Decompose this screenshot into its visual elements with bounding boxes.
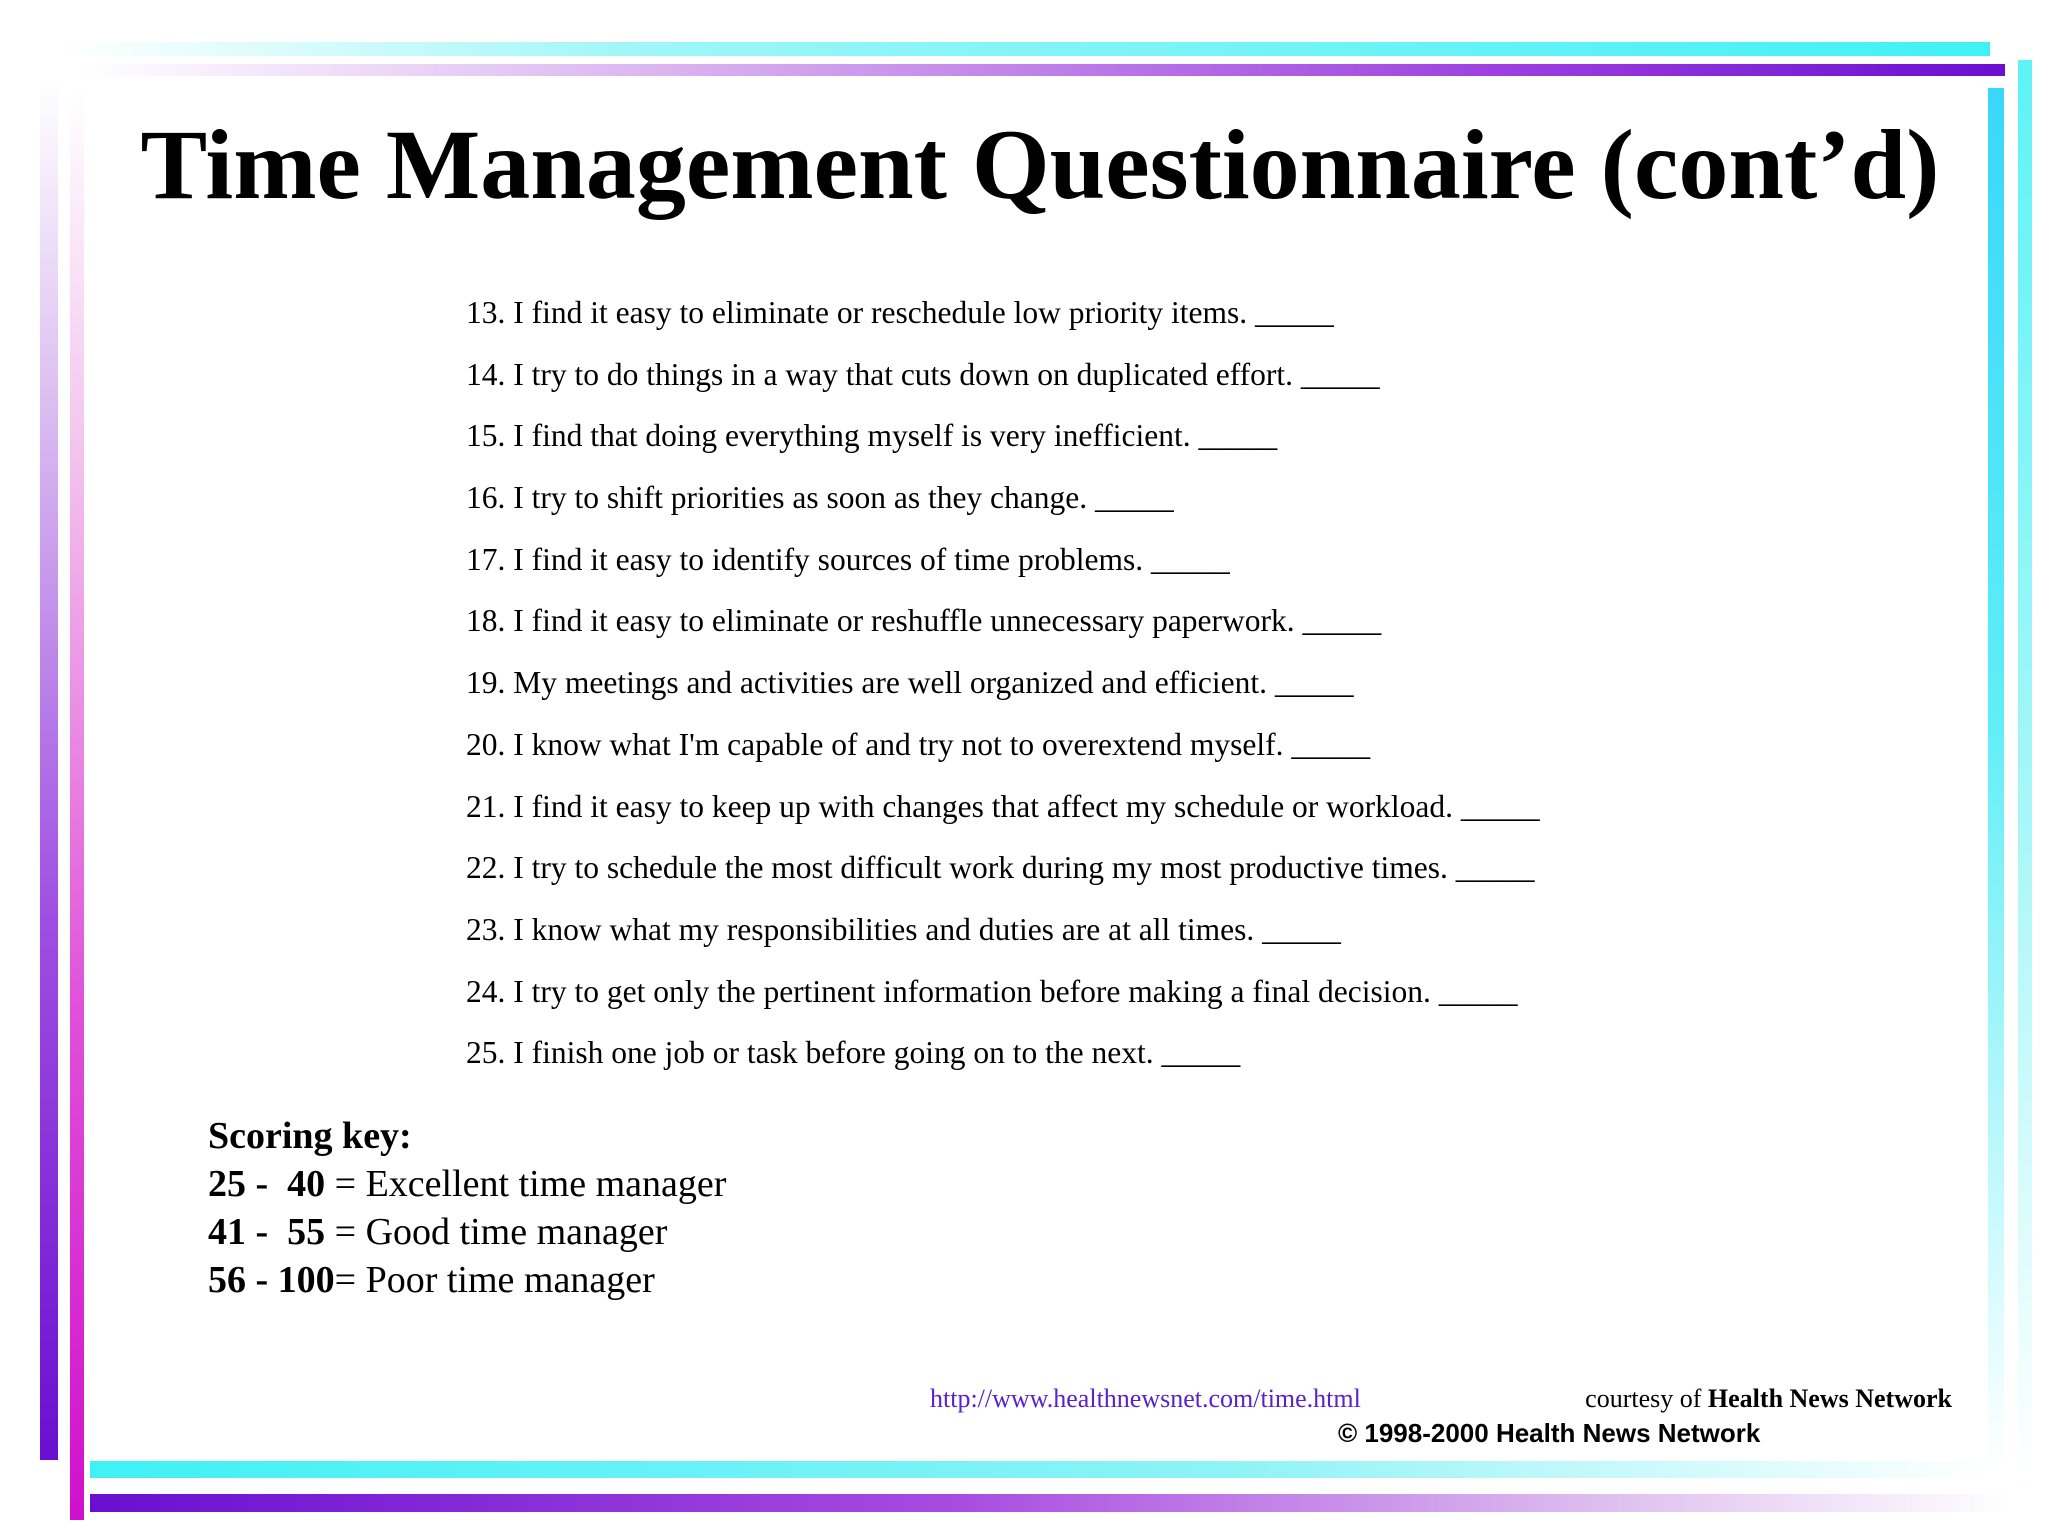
courtesy-credit	[1585, 1384, 1952, 1414]
list-item: 15. I find that doing everything myself is very inefficient. _____	[466, 418, 1278, 454]
decorative-bar-left-magenta	[70, 90, 84, 1520]
list-item: 23. I know what my responsibilities and duties are at all times. _____	[466, 911, 1341, 947]
courtesy-name: Health News Network	[1707, 1384, 1952, 1413]
decorative-bar-right-cyan	[1988, 88, 2004, 1468]
list-item: 19. My meetings and activities are well organized and efficient. _____	[466, 665, 1354, 701]
decorative-bar-right-light-cyan	[2018, 60, 2032, 1480]
questions-list	[466, 292, 1540, 1094]
score-description: = Excellent time manager	[325, 1163, 727, 1205]
list-item: 25. I finish one job or task before going on to the next. _____	[466, 1035, 1241, 1071]
score-range: 56 - 100	[208, 1259, 335, 1301]
copyright-notice: © 1998-2000 Health News Network	[1338, 1418, 1761, 1448]
scoring-key	[208, 1112, 726, 1304]
list-item: 20. I know what I'm capable of and try not to overextend myself. _____	[466, 726, 1371, 762]
scoring-key-heading: Scoring key:	[208, 1115, 412, 1157]
decorative-bar-bottom-cyan	[90, 1461, 1990, 1478]
list-item: 14. I try to do things in a way that cuts down on duplicated effort. _____	[466, 356, 1380, 392]
decorative-bar-bottom-purple	[90, 1494, 2010, 1512]
list-item: 18. I find it easy to eliminate or reshuffle unnecessary paperwork. _____	[466, 603, 1382, 639]
list-item: 21. I find it easy to keep up with changes that affect my schedule or workload. _____	[466, 788, 1540, 824]
courtesy-prefix: courtesy of	[1585, 1384, 1708, 1413]
score-description: = Poor time manager	[334, 1259, 655, 1301]
scoring-row-excellent	[208, 1160, 726, 1208]
list-item: 13. I find it easy to eliminate or reschedule low priority items. _____	[466, 295, 1334, 330]
decorative-bar-left-purple	[40, 80, 58, 1460]
list-item: 17. I find it easy to identify sources of time problems. _____	[466, 541, 1230, 577]
list-item: 16. I try to shift priorities as soon as they change. _____	[466, 480, 1174, 516]
page-title: Time Management Questionnaire (cont’d)	[140, 109, 1940, 220]
list-item: 22. I try to schedule the most difficult work during my most productive times. _____	[466, 850, 1535, 886]
score-range: 41 - 55	[208, 1211, 326, 1253]
decorative-bar-top-cyan	[60, 42, 1990, 56]
scoring-row-poor	[208, 1256, 726, 1304]
list-item: 24. I try to get only the pertinent information before making a final decision. _____	[466, 973, 1518, 1009]
score-description: = Good time manager	[325, 1211, 668, 1253]
score-range: 25 - 40	[208, 1163, 326, 1205]
scoring-row-good	[208, 1208, 726, 1256]
source-link[interactable]: http://www.healthnewsnet.com/time.html	[930, 1384, 1361, 1413]
decorative-bar-top-purple	[80, 64, 2005, 76]
